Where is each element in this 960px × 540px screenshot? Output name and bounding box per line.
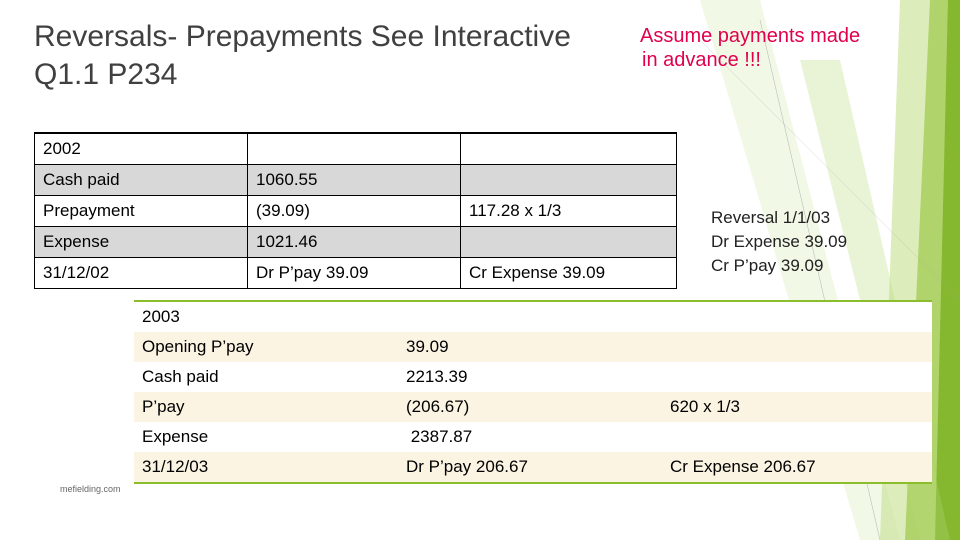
table-row [35,258,677,289]
table-cell: 39.09 [398,332,662,362]
table-cell: Expense [134,422,398,452]
table-row [35,133,677,165]
table-cell [461,165,677,196]
note-line2: in advance !!! [642,49,761,71]
reversal-line2: Dr Expense 39.09 [711,232,848,251]
advance-payment-note [640,24,860,72]
table-cell: (39.09) [248,196,461,227]
table-row [134,392,932,422]
reversal-line1: Reversal 1/1/03 [711,208,831,227]
table-cell: P’pay [134,392,398,422]
watermark-text: mefielding.com [60,484,121,494]
table-row [134,452,932,483]
table-row [134,301,932,332]
table-cell: Cash paid [35,165,248,196]
table-cell: Cr Expense 206.67 [662,452,932,483]
table-row [35,165,677,196]
reversal-line3: Cr P’pay 39.09 [711,256,824,275]
table-cell [398,301,662,332]
table-cell: Dr P’pay 39.09 [248,258,461,289]
table-cell: 2002 [35,133,248,165]
table-row [134,362,932,392]
table-row [134,422,932,452]
slide-title-line1: Reversals- Prepayments See Interactive [34,20,571,53]
table-cell: 31/12/03 [134,452,398,483]
table-cell [662,301,932,332]
table-cell [461,133,677,165]
table-row [35,227,677,258]
table-cell: 31/12/02 [35,258,248,289]
table-cell: Prepayment [35,196,248,227]
table-cell [662,332,932,362]
table-cell [248,133,461,165]
table-cell: 117.28 x 1/3 [461,196,677,227]
reversal-entry-text [711,206,847,278]
table-2002 [34,132,677,289]
table-cell: 1060.55 [248,165,461,196]
slide-title [34,18,571,94]
table-cell: 2003 [134,301,398,332]
table-cell: Expense [35,227,248,258]
table-cell: (206.67) [398,392,662,422]
table-cell: Cr Expense 39.09 [461,258,677,289]
slide-title-line2: Q1.1 P234 [34,58,178,91]
table-cell: 2387.87 [398,422,662,452]
table-cell [461,227,677,258]
table-cell [662,422,932,452]
table-2003 [134,300,932,484]
table-row [35,196,677,227]
table-cell: 620 x 1/3 [662,392,932,422]
table-cell: Opening P’pay [134,332,398,362]
table-cell: 1021.46 [248,227,461,258]
table-row [134,332,932,362]
table-cell: 2213.39 [398,362,662,392]
table-cell [662,362,932,392]
table-cell: Dr P’pay 206.67 [398,452,662,483]
note-line1: Assume payments made [640,25,861,47]
table-cell: Cash paid [134,362,398,392]
